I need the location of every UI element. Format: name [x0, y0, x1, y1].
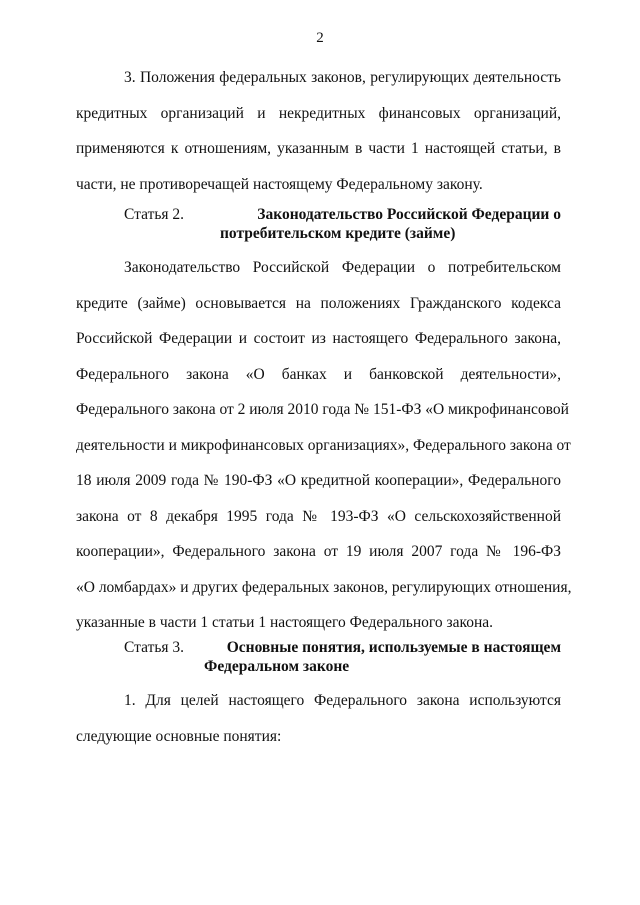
- paragraph-line: 3. Положения федеральных законов, регулирующих деятельность: [124, 69, 561, 86]
- article-3-heading-row: [124, 638, 561, 657]
- paragraph-line: 1. Для целей настоящего Федерального закона используются: [124, 692, 561, 709]
- page-number: 2: [316, 30, 324, 46]
- article-3-label: Статья 3.: [124, 639, 185, 656]
- paragraph-line: части, не противоречащей настоящему Федеральному закону.: [76, 175, 483, 193]
- paragraph-line: кредите (займе) основывается на положениях Гражданского кодекса: [76, 294, 561, 312]
- paragraph-line: кредитных организаций и некредитных финансовых организаций,: [76, 104, 561, 122]
- article-2-heading: [124, 205, 561, 243]
- paragraph-line: кооперации», Федерального закона от 19 июля 2007 года № 196-ФЗ: [76, 543, 561, 560]
- article-2-heading-row: [124, 205, 561, 224]
- paragraph-line: закона от 8 декабря 1995 года № 193-ФЗ «О сельскохозяйственной: [76, 507, 561, 525]
- paragraph-line: Российской Федерации и состоит из настоящего Федерального закона,: [76, 330, 561, 347]
- article-3-title-line2: Федеральном законе: [204, 658, 350, 675]
- paragraph-line: Федерального закона «О банках и банковской деятельности»,: [76, 365, 561, 383]
- paragraph-line: деятельности и микрофинансовых организациях», Федерального закона от: [76, 436, 571, 454]
- paragraph-line: «О ломбардах» и других федеральных законов, регулирующих отношения,: [76, 578, 572, 596]
- article-2-body: [76, 250, 572, 641]
- article-2-title-line2: потребительском кредите (займе): [220, 225, 456, 242]
- paragraph-line: указанные в части 1 статьи 1 настоящего Федерального закона.: [76, 614, 494, 631]
- clause-3-paragraph: [76, 60, 561, 202]
- article-3-body: [76, 683, 561, 754]
- paragraph-line: Законодательство Российской Федерации о потребительском: [124, 259, 561, 276]
- article-3-heading: [124, 638, 561, 676]
- paragraph-line: применяются к отношениям, указанным в части 1 настоящей статьи, в: [76, 140, 561, 157]
- paragraph-line: следующие основные понятия:: [76, 727, 282, 745]
- article-2-title-line1: Законодательство Российской Федерации о: [257, 206, 561, 223]
- article-2-label: Статья 2.: [124, 206, 185, 223]
- article-3-title-line1: Основные понятия, используемые в настоящем: [226, 639, 561, 656]
- paragraph-line: Федерального закона от 2 июля 2010 года № 151-ФЗ «О микрофинансовой: [76, 401, 569, 418]
- paragraph-line: 18 июля 2009 года № 190-ФЗ «О кредитной кооперации», Федерального: [76, 472, 561, 489]
